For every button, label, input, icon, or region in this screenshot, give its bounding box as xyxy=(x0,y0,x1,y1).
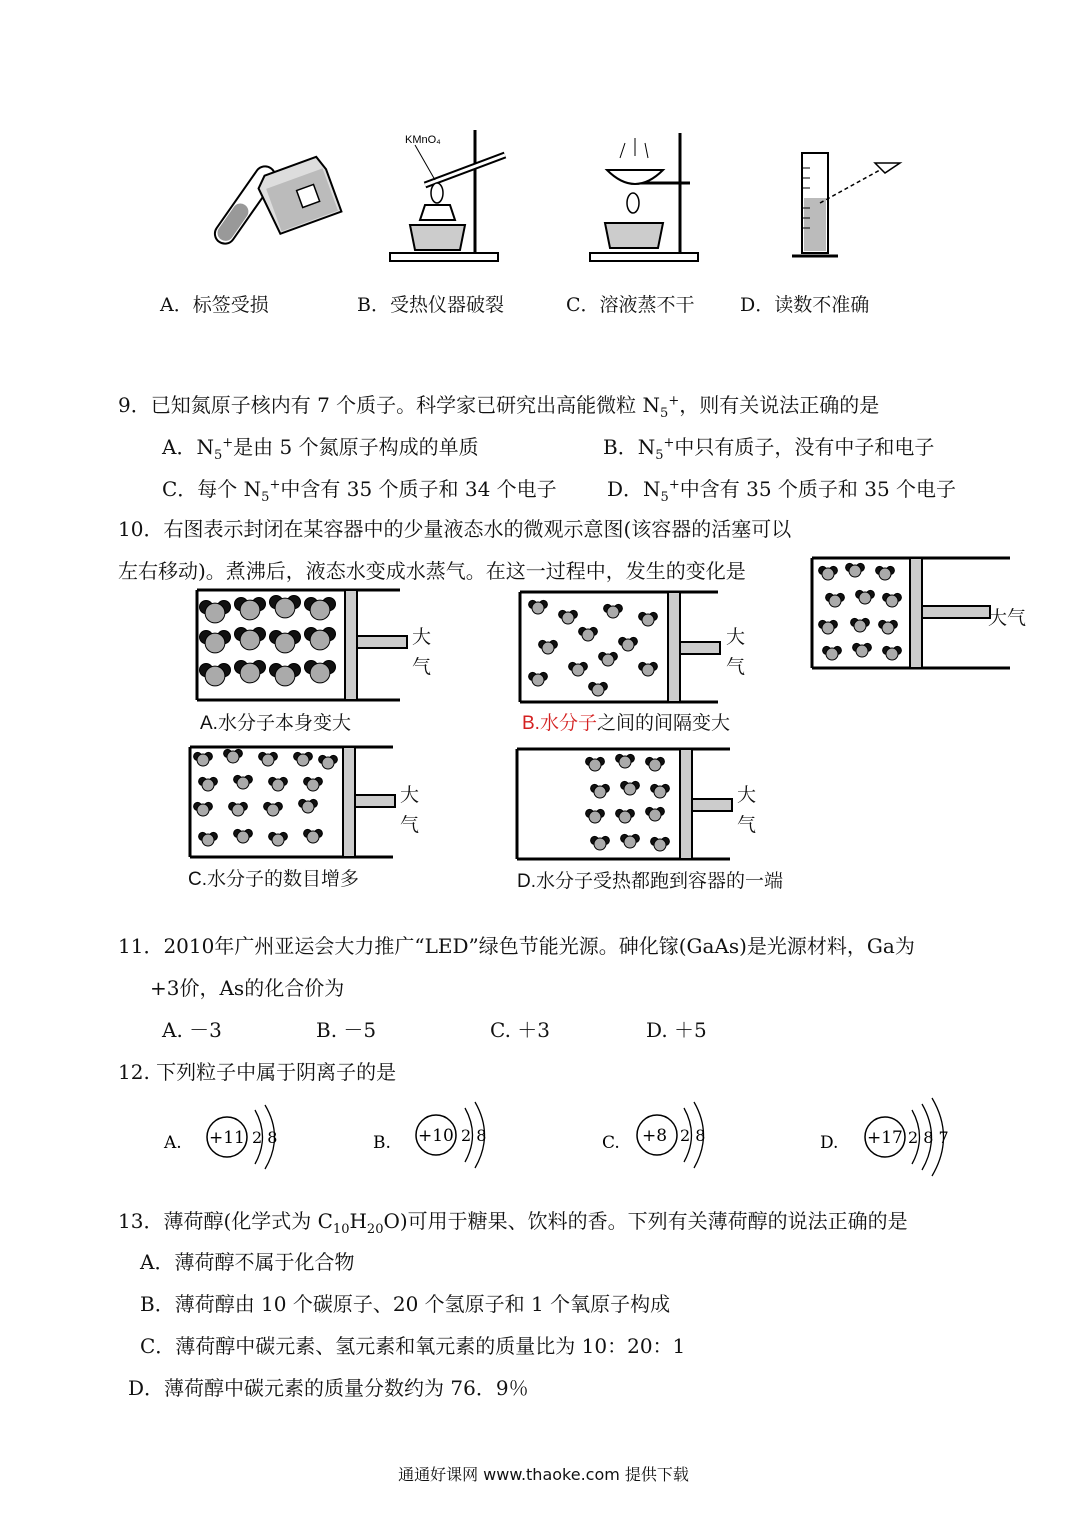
q12-atom-b-shells: 2 8 xyxy=(461,1126,487,1145)
q9-stem: 9．已知氮原子核内有 7 个质子。科学家已研究出高能微粒 $N_5^+$，则有关说法正确的是 xyxy=(118,393,880,421)
q8-option-c: C．溶液蒸不干 xyxy=(566,294,695,316)
q11-option-a: A. －3 xyxy=(162,1018,222,1042)
q9-option-a: A．$N_5^+$是由 5 个氮原子构成的单质 xyxy=(162,435,479,463)
kmno4-label: KMnO₄ xyxy=(405,134,441,146)
q12-atom-d-shells: 2 8 7 xyxy=(908,1128,949,1147)
q12-atom-a xyxy=(163,1105,277,1169)
q10-stem-line2: 左右移动)。煮沸后，液态水变成水蒸气。在这一过程中，发生的变化是 xyxy=(118,559,746,583)
q10-reference-atmosphere: 大气 xyxy=(988,607,1027,629)
q13-option-d: D．薄荷醇中碳元素的质量分数约为 76．9％ xyxy=(128,1376,529,1400)
q10-container-b xyxy=(518,590,723,705)
q10-d-atmo-2: 气 xyxy=(737,814,757,836)
q12-atom-a-label: A. xyxy=(164,1133,182,1153)
q10-c-atmo-2: 气 xyxy=(400,814,420,836)
q12-atom-a-shells: 2 8 xyxy=(252,1128,278,1147)
q8-option-b: B．受热仪器破裂 xyxy=(357,294,504,316)
q12-atom-c-nucleus: +8 xyxy=(642,1126,668,1146)
q11-line1: 11．2010年广州亚运会大力推广“LED”绿色节能光源。砷化镓(GaAs)是光源材料，Ga为 xyxy=(118,934,915,958)
q11-option-d: D. ＋5 xyxy=(646,1018,707,1042)
q10-container-d xyxy=(515,747,735,862)
q12-atom-d xyxy=(820,1098,949,1176)
q10-c-atmo-1: 大 xyxy=(400,784,420,806)
q9-option-b: B．$N_5^+$中只有质子，没有中子和电子 xyxy=(603,435,935,463)
q12-atom-c-shells: 2 8 xyxy=(680,1126,706,1145)
evaporating-dish-illustration xyxy=(585,128,700,263)
pouring-liquid-illustration xyxy=(190,150,350,260)
q10-b-atmo-1: 大 xyxy=(726,626,746,648)
q11-option-c: C. ＋3 xyxy=(490,1018,551,1042)
q9-option-d: D．$N_5^+$中含有 35 个质子和 35 个电子 xyxy=(607,477,957,505)
q12-atom-c-label: C. xyxy=(602,1133,620,1153)
q10-a-atmo-2: 气 xyxy=(412,656,432,678)
q10-option-c: C.水分子的数目增多 xyxy=(188,869,360,890)
q8-option-d: D．读数不准确 xyxy=(740,294,870,316)
q12-atom-b xyxy=(373,1102,486,1168)
page-footer: 通通好课网 www.thaoke.com 提供下载 xyxy=(398,1465,689,1484)
q11-line2: +3价，As的化合价为 xyxy=(150,976,345,1000)
q13-option-c: C．薄荷醇中碳元素、氢元素和氧元素的质量比为 10：20：1 xyxy=(140,1334,686,1358)
q10-option-d: D.水分子受热都跑到容器的一端 xyxy=(517,871,784,892)
q10-container-a xyxy=(195,588,410,703)
q10-container-c xyxy=(188,745,403,860)
q12-atom-b-label: B. xyxy=(373,1133,391,1153)
q12-atom-c xyxy=(602,1102,705,1168)
q11-option-b: B. －5 xyxy=(316,1018,377,1042)
q13-option-a: A．薄荷醇不属于化合物 xyxy=(140,1250,355,1274)
q13-option-b: B．薄荷醇由 10 个碳原子、20 个氢原子和 1 个氧原子构成 xyxy=(140,1292,671,1316)
q10-option-a: A.水分子本身变大 xyxy=(200,713,351,734)
q12-atom-d-nucleus: +17 xyxy=(867,1128,903,1148)
q13-stem: 13．薄荷醇(化学式为 $C_{10}H_{20}O$)可用于糖果、饮料的香。下列有关薄荷醇的说法正确的是 xyxy=(118,1209,908,1237)
q9-option-c: C．每个 $N_5^+$中含有 35 个质子和 34 个电子 xyxy=(162,477,557,505)
q8-option-a: A．标签受损 xyxy=(160,294,269,316)
q10-d-atmo-1: 大 xyxy=(737,784,757,806)
q12-atom-diagrams xyxy=(0,1080,1087,1190)
q10-a-atmo-1: 大 xyxy=(412,626,432,648)
q10-stem-line1: 10．右图表示封闭在某容器中的少量液态水的微观示意图(该容器的活塞可以 xyxy=(118,517,792,541)
q10-b-atmo-2: 气 xyxy=(726,656,746,678)
graduated-cylinder-illustration xyxy=(790,148,910,263)
q12-stem: 12. 下列粒子中属于阴离子的是 xyxy=(118,1060,397,1084)
heating-test-tube-illustration xyxy=(385,125,500,265)
q12-atom-a-nucleus: +11 xyxy=(209,1128,245,1148)
q12-atom-d-label: D. xyxy=(820,1133,839,1153)
q12-atom-b-nucleus: +10 xyxy=(418,1126,454,1146)
q10-option-b: B.水分子之间的间隔变大 xyxy=(522,713,730,734)
